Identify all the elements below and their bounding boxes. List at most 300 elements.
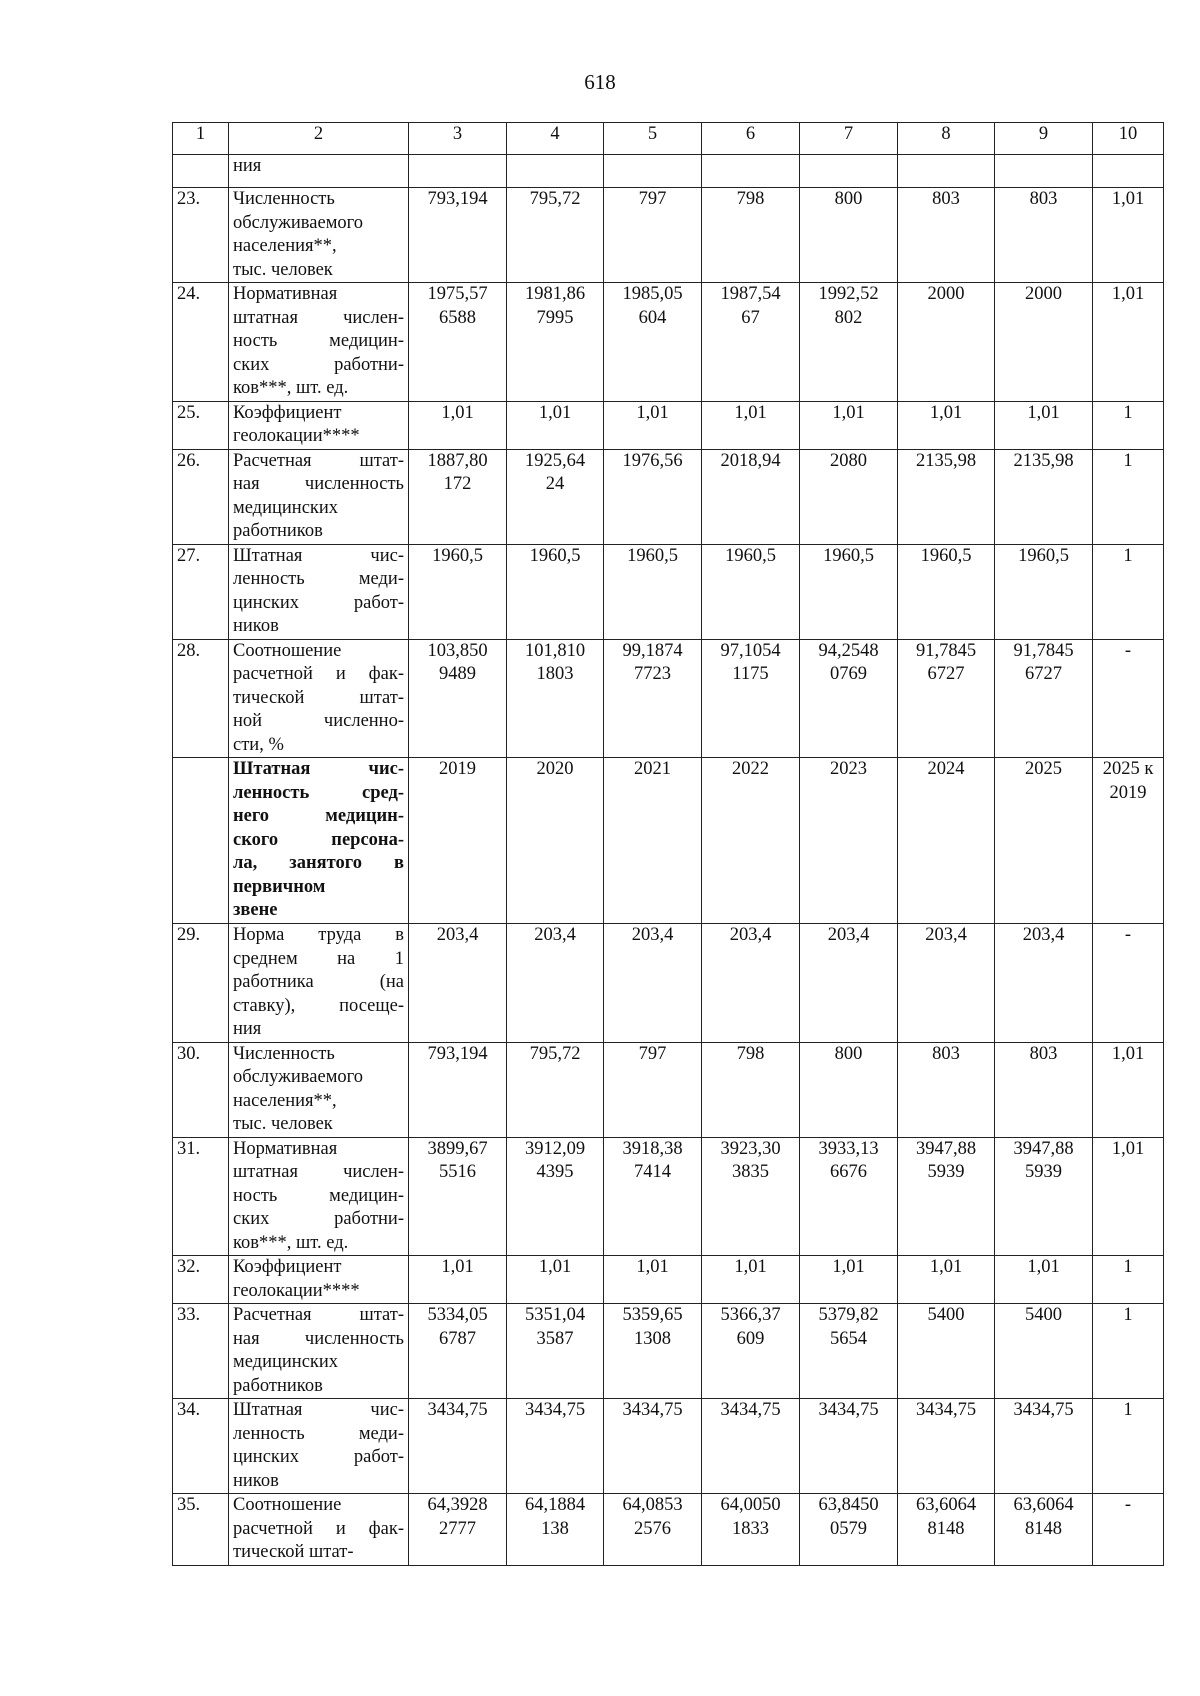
label-line: ников	[233, 1470, 279, 1491]
value-line: 1960,5	[725, 545, 776, 566]
column-number: 9	[995, 123, 1093, 155]
value-line: 1992,52	[818, 284, 879, 304]
label-line: ских работни-	[233, 1209, 404, 1229]
value-line: 1976,56	[622, 450, 683, 471]
value-line: 7723	[634, 664, 671, 684]
value-cell	[409, 1304, 507, 1399]
value-line: 1833	[732, 1518, 769, 1539]
value-line: 2024	[927, 759, 965, 779]
value-line: 24	[545, 474, 565, 494]
value-cell	[898, 401, 995, 449]
label-line: среднем на 1	[233, 948, 404, 969]
label-line: Соотношение	[233, 640, 342, 661]
value-cell	[800, 188, 898, 283]
value-line: 2777	[439, 1518, 476, 1539]
value-line: 63,6064	[1013, 1495, 1074, 1515]
value-line: 3918,38	[622, 1138, 683, 1159]
label-line: ная численность	[233, 1328, 404, 1349]
value-line: 203,4	[1022, 925, 1065, 945]
table-row	[173, 639, 1164, 758]
value-line: 2021	[634, 759, 671, 779]
ratio-cell	[1093, 283, 1164, 402]
value-cell	[604, 1494, 702, 1566]
value-cell	[604, 1304, 702, 1399]
value-line: 6588	[439, 307, 476, 328]
table-row	[173, 401, 1164, 449]
value-line: 800	[834, 189, 863, 209]
value-cell	[800, 1494, 898, 1566]
value-cell	[995, 449, 1093, 544]
value-cell	[604, 1137, 702, 1256]
table-row	[173, 758, 1164, 924]
label-line: звене	[233, 900, 278, 920]
row-label	[229, 639, 409, 758]
value-line: 793,194	[427, 1043, 488, 1064]
value-line: 1985,05	[622, 284, 683, 304]
label-line: обслуживаемого	[233, 212, 364, 233]
value-line: 1,01	[734, 1257, 767, 1277]
ratio-cell	[1093, 639, 1164, 758]
value-line: 2000	[1025, 284, 1062, 304]
value-cell	[409, 401, 507, 449]
value-line: 1,01	[832, 402, 865, 423]
value-line: 1960,5	[627, 545, 678, 566]
label-line: ная численность	[233, 474, 404, 494]
value-line: 1960,5	[920, 545, 972, 566]
value-line: 2019	[439, 759, 476, 779]
value-cell	[800, 1399, 898, 1494]
value-line: 1960,5	[1018, 545, 1069, 566]
value-line: 94,2548	[818, 640, 879, 661]
value-line: 63,6064	[915, 1495, 977, 1515]
value-line: 63,8450	[818, 1495, 879, 1515]
value-line: 5359,65	[622, 1305, 683, 1325]
value-cell	[507, 1494, 604, 1566]
row-number: 27.	[173, 544, 229, 639]
label-line: тической штат-	[233, 1542, 354, 1562]
value-cell	[800, 758, 898, 924]
ratio-line: 1	[1123, 545, 1133, 566]
label-line: расчетной и фак-	[233, 664, 404, 684]
value-cell	[898, 1256, 995, 1304]
value-cell	[702, 1494, 800, 1566]
value-line: 103,850	[427, 640, 488, 661]
value-line: 64,0050	[720, 1495, 781, 1515]
value-line: 802	[834, 307, 863, 328]
row-label	[229, 924, 409, 1043]
label-line: штатная числен-	[233, 1162, 404, 1182]
value-line: 2135,98	[1013, 450, 1074, 471]
value-line: 1308	[634, 1328, 671, 1349]
value-line: 2023	[830, 759, 867, 779]
row-label	[229, 1494, 409, 1566]
value-line: 1,01	[929, 402, 963, 423]
label-line: ских работни-	[233, 354, 404, 375]
value-cell	[409, 1494, 507, 1566]
ratio-line: -	[1124, 925, 1132, 945]
label-line: работников	[233, 521, 323, 541]
row-label	[229, 544, 409, 639]
page-number: 618	[584, 70, 616, 94]
value-line: 138	[541, 1518, 569, 1539]
table-row	[173, 924, 1164, 1043]
value-line: 2022	[732, 759, 769, 779]
value-cell	[995, 1137, 1093, 1256]
value-cell	[507, 283, 604, 402]
value-cell	[507, 1137, 604, 1256]
value-cell	[604, 155, 702, 188]
value-line: 91,7845	[1013, 640, 1074, 661]
value-cell	[702, 1137, 800, 1256]
value-cell	[995, 1304, 1093, 1399]
value-line: 1,01	[538, 402, 572, 423]
label-line: населения**,	[233, 236, 337, 256]
column-number-header-row	[173, 123, 1164, 155]
value-cell	[702, 639, 800, 758]
label-line: Расчетная штат-	[233, 1305, 404, 1325]
value-line: 3947,88	[1013, 1138, 1074, 1159]
value-cell	[995, 1494, 1093, 1566]
column-number: 5	[604, 123, 702, 155]
value-cell	[409, 1256, 507, 1304]
value-line: 3434,75	[915, 1400, 977, 1420]
value-line: 8148	[927, 1518, 965, 1539]
row-number: 35.	[173, 1494, 229, 1566]
row-number: 33.	[173, 1304, 229, 1399]
value-line: 1887,80	[427, 450, 488, 471]
value-cell	[507, 1399, 604, 1494]
label-line: первичном	[233, 876, 326, 897]
value-cell	[409, 449, 507, 544]
label-line: ленность меди-	[233, 1423, 404, 1444]
table-row	[173, 449, 1164, 544]
ratio-cell	[1093, 1304, 1164, 1399]
ratio-cell	[1093, 544, 1164, 639]
ratio-line: -	[1124, 1495, 1132, 1515]
label-line: работника (на	[233, 972, 404, 992]
value-cell	[604, 544, 702, 639]
ratio-line: 1,01	[1111, 1138, 1145, 1159]
value-cell	[800, 283, 898, 402]
value-cell	[507, 1042, 604, 1137]
label-line: Расчетная штат-	[233, 450, 404, 471]
value-line: 5400	[927, 1305, 965, 1325]
value-cell	[702, 758, 800, 924]
label-line: Коэффициент	[233, 1257, 342, 1277]
value-line: 5516	[439, 1162, 476, 1182]
label-line: ной численно-	[233, 711, 404, 731]
value-line: 1175	[732, 664, 769, 684]
value-line: 1960,5	[432, 545, 483, 566]
value-line: 2135,98	[915, 450, 977, 471]
ratio-cell	[1093, 188, 1164, 283]
label-line: населения**,	[233, 1090, 337, 1111]
value-cell	[898, 155, 995, 188]
row-label	[229, 283, 409, 402]
value-cell	[702, 1304, 800, 1399]
label-line: него медицин-	[233, 806, 404, 826]
value-line: 3899,67	[427, 1138, 488, 1159]
value-line: 3434,75	[818, 1400, 879, 1420]
value-line: 1,01	[832, 1257, 865, 1277]
label-line: ставку), посеще-	[233, 995, 404, 1016]
value-line: 3923,30	[720, 1138, 781, 1159]
value-cell	[604, 449, 702, 544]
label-line: медицинских	[233, 497, 339, 518]
value-cell	[507, 449, 604, 544]
value-line: 798	[736, 189, 765, 209]
value-cell	[995, 1399, 1093, 1494]
label-line: ния	[233, 156, 262, 176]
value-line: 3912,09	[524, 1138, 586, 1159]
value-cell	[604, 401, 702, 449]
value-line: 1803	[536, 664, 574, 684]
value-line: 5400	[1025, 1305, 1062, 1325]
value-cell	[800, 544, 898, 639]
value-line: 2576	[634, 1518, 671, 1539]
table-row	[173, 155, 1164, 188]
value-cell	[604, 924, 702, 1043]
ratio-cell	[1093, 401, 1164, 449]
value-cell	[409, 639, 507, 758]
value-line: 64,0853	[622, 1495, 683, 1515]
value-cell	[800, 639, 898, 758]
value-cell	[409, 1042, 507, 1137]
value-cell	[604, 283, 702, 402]
label-line: тыс. человек	[233, 259, 333, 280]
value-cell	[604, 1256, 702, 1304]
value-cell	[995, 1042, 1093, 1137]
value-cell	[898, 1494, 995, 1566]
value-line: 5939	[1025, 1162, 1062, 1182]
value-line: 5351,04	[524, 1305, 586, 1325]
label-line: Штатная чис-	[233, 545, 404, 566]
table-row	[173, 1256, 1164, 1304]
value-line: 3434,75	[524, 1400, 586, 1420]
value-line: 609	[736, 1328, 765, 1349]
table-row	[173, 1137, 1164, 1256]
row-number: 24.	[173, 283, 229, 402]
value-cell	[995, 283, 1093, 402]
value-cell	[995, 924, 1093, 1043]
value-line: 2080	[830, 450, 867, 471]
value-cell	[898, 544, 995, 639]
value-line: 91,7845	[915, 640, 977, 661]
ratio-line: 1	[1123, 1400, 1133, 1420]
value-line: 5654	[830, 1328, 867, 1349]
value-line: 5939	[927, 1162, 965, 1182]
value-line: 6676	[830, 1162, 867, 1182]
value-cell	[604, 1042, 702, 1137]
label-line: медицинских	[233, 1352, 339, 1372]
row-number: 34.	[173, 1399, 229, 1494]
value-cell	[604, 758, 702, 924]
table-row	[173, 1304, 1164, 1399]
ratio-line: 1	[1123, 1257, 1133, 1277]
label-line: ников	[233, 616, 279, 636]
label-line: цинских работ-	[233, 592, 404, 613]
ratio-cell	[1093, 1256, 1164, 1304]
label-line: работников	[233, 1375, 323, 1396]
value-line: 203,4	[534, 925, 576, 945]
value-cell	[507, 544, 604, 639]
label-line: геолокации****	[233, 426, 360, 446]
label-line: ков***, шт. ед.	[233, 378, 349, 398]
value-line: 2018,94	[720, 450, 781, 471]
value-line: 3434,75	[622, 1400, 683, 1420]
label-line: тической штат-	[233, 687, 404, 708]
ratio-cell	[1093, 449, 1164, 544]
value-line: 1,01	[929, 1257, 963, 1277]
value-line: 67	[741, 307, 760, 328]
label-line: ность медицин-	[233, 331, 404, 351]
value-cell	[702, 1399, 800, 1494]
ratio-line: 1	[1123, 402, 1133, 423]
ratio-line: 1	[1123, 1305, 1133, 1325]
table-row	[173, 544, 1164, 639]
value-line: 1960,5	[823, 545, 874, 566]
value-cell	[702, 401, 800, 449]
label-line: Численность	[233, 189, 335, 209]
ratio-cell	[1093, 155, 1164, 188]
ratio-line: 1	[1123, 450, 1133, 471]
value-line: 1,01	[1027, 1257, 1060, 1277]
table-row	[173, 1399, 1164, 1494]
column-number: 7	[800, 123, 898, 155]
label-line: сти, %	[233, 734, 284, 755]
row-number: 26.	[173, 449, 229, 544]
value-line: 604	[638, 307, 667, 328]
row-number	[173, 758, 229, 924]
label-line: ленность сред-	[233, 782, 404, 803]
value-cell	[702, 188, 800, 283]
value-line: 3835	[732, 1162, 769, 1182]
table-row	[173, 188, 1164, 283]
value-line: 64,3928	[427, 1495, 488, 1515]
value-line: 203,4	[925, 925, 967, 945]
label-line: расчетной и фак-	[233, 1518, 404, 1539]
ratio-cell	[1093, 1042, 1164, 1137]
value-cell	[507, 1256, 604, 1304]
value-line: 803	[932, 189, 960, 209]
value-cell	[702, 924, 800, 1043]
label-line: ла, занятого в	[233, 853, 404, 873]
value-line: 203,4	[631, 925, 674, 945]
value-cell	[898, 1399, 995, 1494]
value-line: 1960,5	[529, 545, 581, 566]
value-cell	[995, 155, 1093, 188]
value-cell	[507, 155, 604, 188]
value-cell	[898, 1137, 995, 1256]
value-line: 1975,57	[427, 284, 488, 304]
label-line: ского персона-	[233, 829, 404, 850]
value-line: 795,72	[529, 189, 581, 209]
row-label	[229, 758, 409, 924]
row-label	[229, 188, 409, 283]
value-line: 798	[736, 1043, 765, 1064]
value-cell	[702, 283, 800, 402]
value-line: 1,01	[1027, 402, 1060, 423]
column-number: 8	[898, 123, 995, 155]
value-cell	[898, 449, 995, 544]
value-line: 203,4	[827, 925, 870, 945]
data-table	[172, 122, 1164, 1566]
column-number: 2	[229, 123, 409, 155]
value-cell	[995, 1256, 1093, 1304]
value-cell	[507, 924, 604, 1043]
value-line: 3933,13	[818, 1138, 879, 1159]
value-line: 800	[834, 1043, 863, 1064]
value-line: 3434,75	[1013, 1400, 1074, 1420]
label-line: ность медицин-	[233, 1185, 404, 1206]
ratio-cell	[1093, 758, 1164, 924]
column-number: 10	[1093, 123, 1164, 155]
row-number	[173, 155, 229, 188]
value-line: 7995	[536, 307, 574, 328]
value-cell	[702, 544, 800, 639]
value-line: 3947,88	[915, 1138, 977, 1159]
value-line: 797	[638, 189, 667, 209]
value-line: 5366,37	[720, 1305, 781, 1325]
value-cell	[409, 924, 507, 1043]
row-label	[229, 1399, 409, 1494]
value-line: 172	[443, 474, 472, 494]
value-line: 1,01	[441, 1257, 474, 1277]
value-cell	[995, 188, 1093, 283]
value-line: 1,01	[636, 402, 669, 423]
value-cell	[898, 639, 995, 758]
value-line: 803	[1029, 189, 1058, 209]
value-line: 1,01	[538, 1257, 572, 1277]
label-line: ков***, шт. ед.	[233, 1232, 349, 1253]
ratio-line: 2025 к	[1102, 759, 1154, 779]
value-line: 1981,86	[524, 284, 586, 304]
row-label	[229, 1256, 409, 1304]
label-line: геолокации****	[233, 1280, 360, 1301]
value-cell	[898, 1304, 995, 1399]
value-line: 4395	[536, 1162, 574, 1182]
value-cell	[800, 1304, 898, 1399]
value-line: 795,72	[529, 1043, 581, 1064]
row-label	[229, 401, 409, 449]
value-line: 793,194	[427, 189, 488, 209]
value-cell	[800, 924, 898, 1043]
value-cell	[995, 639, 1093, 758]
value-line: 3587	[536, 1328, 574, 1349]
table-row	[173, 283, 1164, 402]
value-cell	[800, 401, 898, 449]
label-line: Коэффициент	[233, 402, 342, 423]
label-line: Штатная чис-	[233, 1400, 404, 1420]
value-line: 64,1884	[524, 1495, 586, 1515]
label-line: Соотношение	[233, 1495, 342, 1515]
label-line: Штатная чис-	[233, 759, 404, 779]
value-cell	[507, 188, 604, 283]
ratio-line: 2019	[1109, 782, 1147, 803]
label-line: Норма труда в	[233, 925, 404, 945]
label-line: ленность меди-	[233, 569, 404, 589]
value-cell	[898, 924, 995, 1043]
value-line: 797	[638, 1043, 667, 1064]
value-cell	[409, 1399, 507, 1494]
label-line: Нормативная	[233, 284, 338, 304]
value-cell	[409, 283, 507, 402]
row-label	[229, 1137, 409, 1256]
value-cell	[702, 155, 800, 188]
row-number: 28.	[173, 639, 229, 758]
value-line: 1987,54	[720, 284, 781, 304]
row-number: 30.	[173, 1042, 229, 1137]
